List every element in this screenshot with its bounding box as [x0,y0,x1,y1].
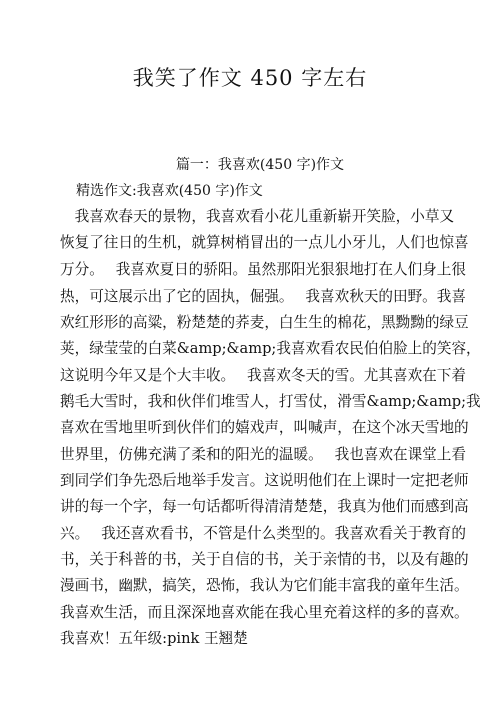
document-title: 我笑了作文 450 字左右 [132,66,368,90]
essay-subtitle: 精选作文:我喜欢(450 字)作文 [76,183,263,199]
body-line: 荚，绿莹莹的白菜&amp;&amp;我喜欢看农民伯伯脸上的笑容， [60,340,481,357]
body-line: 这说明今年又是个大丰收。 我喜欢冬天的雪。尤其喜欢在下着 [60,367,466,384]
body-line: 恢复了往日的生机，就算树梢冒出的一点儿小牙儿，人们也惊喜 [60,234,469,251]
body-line: 书，关于科普的书，关于自信的书，关于亲情的书，以及有趣的 [60,551,469,568]
body-line: 世界里，仿佛充满了柔和的阳光的温暖。 我也喜欢在课堂上看 [60,446,466,463]
body-line: 我喜欢生活，而且深深地喜欢能在我心里充着这样的多的喜欢。 [60,604,469,621]
body-line: 欢红形形的高粱，粉楚楚的荞麦，白生生的棉花，黑黝黝的绿豆 [60,314,469,331]
body-line: 到同学们争先恐后地举手发言。这说明他们在上课时一定把老师 [60,472,469,489]
body-line: 万分。 我喜欢夏日的骄阳。虽然那阳光狠狠地打在人们身上很 [60,261,466,278]
body-line: 讲的每一个字，每一句话都听得清清楚楚，我真为他们而感到高 [60,498,469,515]
body-line: 喜欢在雪地里听到伙伴们的嬉戏声，叫喊声，在这个冰天雪地的 [60,419,469,436]
body-line: 漫画书，幽默，搞笑，恐怖，我认为它们能丰富我的童年生活。 [60,577,469,594]
body-line: 我喜欢春天的景物，我喜欢看小花儿重新崭开笑脸，小草又 [60,208,455,225]
body-line: 热，可这展示出了它的固执，倔强。 我喜欢秋天的田野。我喜 [60,288,466,305]
body-line: 兴。 我还喜欢看书，不管是什么类型的。我喜欢看关于教育的 [60,525,466,542]
body-line: 我喜欢！五年级:pink 王翘楚 [60,630,248,647]
section-title: 篇一：我喜欢(450 字)作文 [175,157,345,173]
body-line: 鹅毛大雪时，我和伙伴们堆雪人，打雪仗，滑雪&amp;&amp;我 [60,393,481,410]
